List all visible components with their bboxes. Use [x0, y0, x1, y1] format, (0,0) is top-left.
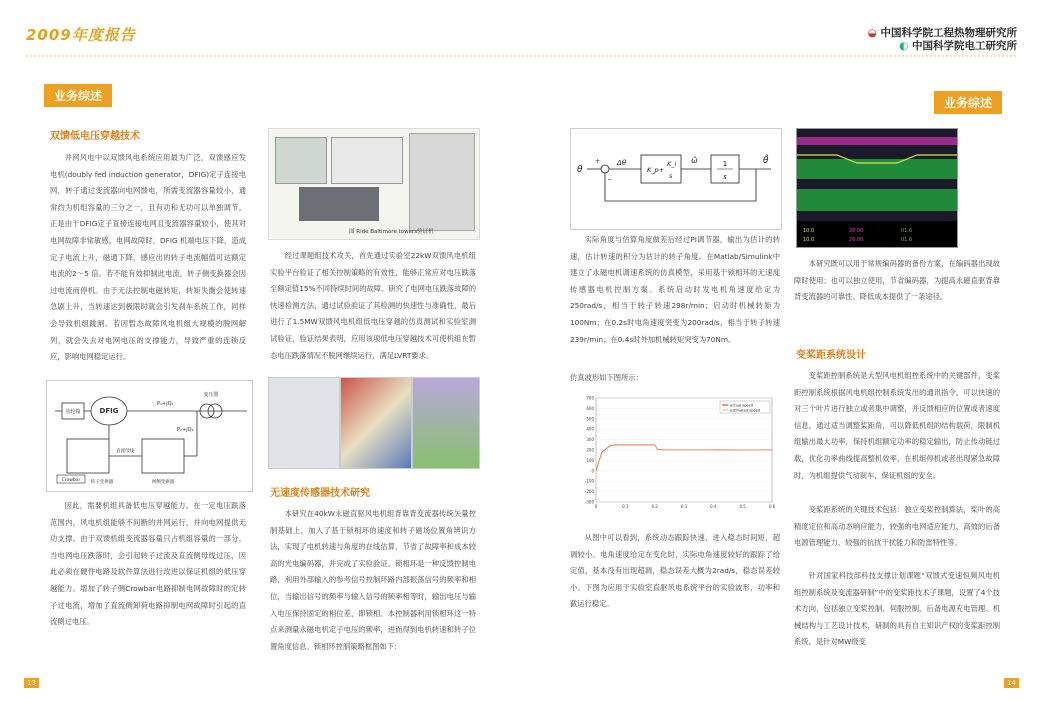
section-title-sensorless: 无速度传感器技术研究: [270, 488, 370, 499]
y-tick-label: 300: [586, 437, 594, 443]
y-tick-label: -300: [584, 499, 594, 505]
y-tick-label: 500: [586, 416, 594, 422]
scope-readout-4: 20.00: [849, 237, 864, 243]
scope-trace-magenta: [797, 137, 957, 145]
bus-label-2: P₂+jQ₂: [177, 427, 194, 433]
legend-entry-1: actual speed: [730, 403, 754, 408]
x-tick-label: 0.5: [739, 504, 746, 509]
sim-caption: 仿真波形如下图所示：: [570, 373, 643, 382]
y-tick-label: 200: [586, 447, 594, 453]
block-theta-in: θ: [577, 165, 583, 175]
col3-paragraph-1: 实际角度与估算角度做差后经过PI调节器，输出为估计的转速，估计转速的积分为估计的转子角度。在Matlab/Simulink中建立了永磁电机调速系统的仿真模型，采用基于锁相环的无速度传感器电机控制方案。系统启动时发电机角速度给定为250rad/s，相当于转子转速298r/min；启动时机械转矩为100Nm；在0.2s时电角速度突变为200rad/s，相当于转子转速239r/min；在0.4s时外加机械转矩突变为70Nm。: [570, 235, 780, 344]
photo-caption: 图 Ride Baltimore towers验证机: [349, 229, 434, 235]
x-tick-label: 0: [594, 504, 598, 509]
dfig-circuit-diagram: [46, 380, 253, 492]
scope-readout-5: 01.6: [901, 228, 913, 234]
scope-readout-2: 10.0: [803, 237, 815, 243]
crowbar-label: Crowbar: [61, 478, 81, 483]
section-badge-right: 业务综述: [934, 91, 1002, 114]
y-tick-label: -100: [584, 478, 594, 484]
transformer-label: 变压器: [203, 392, 219, 398]
block-plus: +: [595, 158, 601, 165]
col2-paragraph-2: 本研究在40kW永磁直驱风电机组背靠背变流器传统矢量控制基础上，加入了基于锁相环的速度和转子磁场位置角辨识方法，实现了电机转速与角度的在线估算，节省了故障率和成本较高的光电编码器，并完成了实验验证。锁相环是一种反馈控制电路，利用外部输入的参考信号控制环路内部振荡信号的频率和相位，当输出信号的频率与输入信号的频率相等时，输出电压与输入电压保持固定的相位差，即锁相。本控制器利用锁相环这一特点来测量永磁电机定子电压的频率，进而得到电机转速和转子位置角度信息。锁相环控制策略框图如下：: [270, 509, 476, 651]
block-summer: [601, 165, 609, 173]
cad-model-image-1: [268, 377, 340, 469]
x-tick-label: 0.3: [680, 504, 688, 509]
header-divider: [26, 55, 1017, 57]
pll-block-diagram: [570, 128, 782, 230]
institute-2: ◐ 中国科学院电工研究所: [899, 40, 1017, 52]
institute-2-logo-icon: ◐: [899, 40, 909, 52]
bus-label-1: P₁+jQ₁: [157, 401, 174, 407]
scope-trace-green-2: [797, 189, 957, 211]
x-tick-label: 0.1: [622, 504, 629, 509]
dc-link-label: 直流母线: [116, 449, 134, 454]
block-ki: K_i: [667, 160, 677, 168]
x-tick-label: 0.4: [710, 504, 717, 509]
block-delta: Δθ: [617, 159, 627, 167]
rotor-converter-label: 转子变换器: [90, 480, 114, 485]
col3-paragraph-2: 从图中可以看到，系统动态跟踪快速，进入稳态时间短，超调较小。电角速度给定在变化时，实际电角速度较好的跟踪了给定值，基本没有出现超调，稳态误差大概为2rad/s，稳态误差较小。下图为应用于实验室直驱风电系统平台的实验波形，功率和截运行稳定。: [570, 533, 780, 609]
scope-readout-panel: [797, 221, 957, 247]
block-theta-out: θ̂: [763, 156, 769, 166]
section-badge-left: 业务综述: [44, 84, 112, 107]
block-s2: s: [723, 173, 727, 181]
block-s1: s: [669, 172, 673, 180]
dfig-circuit-svg: [47, 381, 252, 491]
scope-readout-1: 10.0: [803, 228, 815, 234]
x-tick-label: 0.2: [651, 504, 658, 509]
y-tick-label: 600: [586, 405, 594, 411]
col1-paragraph-2: 因此，需要机组具备低电压穿越能力。在一定电压跌落范围内，风电机组能够不间断的并网运行，并向电网提供无功支撑。由于双馈机组变流器容量只占机组容量的一部分，当电网电压跌落时，会引起转子过流及直流侧母线过压，因此必须在硬件电路及软件算法进行改进以保证机组的低压穿越能力。增加了转子侧Crowbar电路抑制电网故障时的定转子过电流，增加了直流侧卸荷电路抑制电网故障时引起的直流侧过电压。: [50, 501, 246, 627]
dfig-label: DFIG: [99, 407, 119, 415]
grid-converter-label: 网侧变换器: [151, 480, 175, 485]
legend-entry-2: estimated speed: [730, 408, 761, 413]
section-title-dfig: 双馈低电压穿越技术: [50, 131, 140, 142]
generator-photo: [299, 187, 379, 221]
y-tick-label: 0: [591, 468, 594, 474]
institute-1: ◒ 中国科学院工程热物理研究所: [867, 27, 1017, 39]
y-tick-label: -200: [584, 489, 594, 495]
pll-block-svg: [571, 129, 781, 229]
page-number-left: 13: [24, 678, 39, 688]
col2-paragraph-1: 经过课题组技术攻关，首先通过实验室22kW双馈风电机组实验平台验证了相关控制策略的有效性，能够正常应对电压跌落至额定值15%不同持续时间的故障。研究了电网电压跌落故障的快速检测方法，通过试验验证了其检测的快速性与准确性，最后进行了1.5MW双馈风电机组低电压穿越的仿真测试和实验室测试验证，验证结果表明，应用该项低电压穿越技术可使机组在暂态电压跌落情况不脱网继续运行，满足LVRT要求。: [270, 251, 476, 360]
test-rig-photo: [268, 128, 480, 240]
speed-chart-svg: [570, 392, 780, 518]
cad-model-image-2: [340, 377, 412, 469]
col1-paragraph-1: 井网风电中以双馈风电系统应用最为广泛，双馈感应发电机(doubly fed induction generator，DFIG)定子连接电网，转子通过变流器向电网馈电，所需变流器容量较小，通常约为机组容量的三分之一，且有功和无功可以单独调节。正是由于DFIG定子直接连接电网且变流器容量较小，使其对电网故障非常敏感。电网故障时，DFIG 机端电压下降，造成定子电流上升，磁通下降，感应出的转子电流幅值可达额定电流的2～5 倍。若不能有效抑制此电流，转子侧变换器会因过电流而停机。由于无法控制电磁转矩，转矩失衡会使转速急剧上升，当转速达到极限时就会引发刹车系统工作，同样会导致机组跳闸。若因暂态故障风电机组大规模的脱网解列，就会失去对电网电压的支撑能力，导致严重的连锁反应，影响电网稳定运行。: [50, 153, 246, 362]
block-omega: ω̂: [691, 156, 698, 165]
y-tick-label: 400: [586, 426, 594, 432]
wiring-sketch: [331, 137, 403, 184]
grid-converter-block: [142, 439, 184, 473]
y-tick-label: 100: [586, 457, 594, 463]
page-number-right: 14: [1004, 678, 1019, 688]
col4-caption: 本研究既可以用于常规编码器的备份方案，在编码器出现故障时使用；也可以独立使用，节省编码器，为提高永磁直驱背靠背变流器的可靠性、降低成本提供了一条途径。: [794, 259, 1000, 302]
oscilloscope-screenshot: [796, 128, 958, 248]
col4-paragraph-2: 变桨距系统的关键技术包括：独立变桨控制算法，桨叶的高精度定位和高动态响应能力，较强的电网适应能力，高效的后备电源管理能力，较强的抗扰干扰能力和防雷特性等。: [794, 505, 1000, 548]
col4-paragraph-3: 针对国家科技部科技支撑计划课题“双馈式变速恒频风电机组控制系统及变流器研制”中的变桨距技术子课题，设置了4个技术方向，包括独立变桨控制、伺服控制、后备电源充电管理、机械结构与工艺设计技术，研制的具有自主知识产权的变桨距控制系统，是针对MW级变: [794, 571, 1000, 647]
block-kp: K_p+: [647, 166, 665, 174]
x-tick-label: 0.6: [768, 504, 776, 509]
section-title-pitch: 变桨距系统设计: [796, 350, 866, 361]
gearbox-label: 齿轮箱: [65, 409, 81, 415]
col4-paragraph-1: 变桨距控制系统是大型风电机组控系统中的关键部件，变桨距控制系统根据风电机组控制系统发出的通讯指令，可以快速的对三个叶片进行独立或者集中调整，并反馈相应的位置或者速度信息，通过适当调整桨距角，可以降低机组的结构载荷，限制机组输出最大功率，保持机组额定功率的稳定输出，防止传动链过载，优化功率曲线提高整机效率，在机组停机或者出现紧急故障时，为机组提供气动刹车，保证机组的安全。: [794, 371, 1000, 480]
cad-model-image-3: [412, 377, 480, 469]
block-one: 1: [722, 160, 728, 168]
rotor-converter-block: [67, 439, 109, 473]
scope-readout-3: 20.00: [849, 228, 864, 234]
oscilloscope-svg: [797, 129, 957, 247]
schematic-sketch: [275, 137, 327, 184]
y-tick-label: 700: [586, 395, 594, 401]
scope-readout-6: 01.6: [901, 237, 913, 243]
cabinet-photo: [409, 133, 475, 231]
report-title: 2009年度报告: [26, 26, 136, 44]
scope-trace-green-1: [797, 159, 957, 179]
block-minus: −: [607, 176, 613, 183]
speed-chart: [570, 392, 780, 518]
institute-1-logo-icon: ◒: [867, 27, 877, 39]
